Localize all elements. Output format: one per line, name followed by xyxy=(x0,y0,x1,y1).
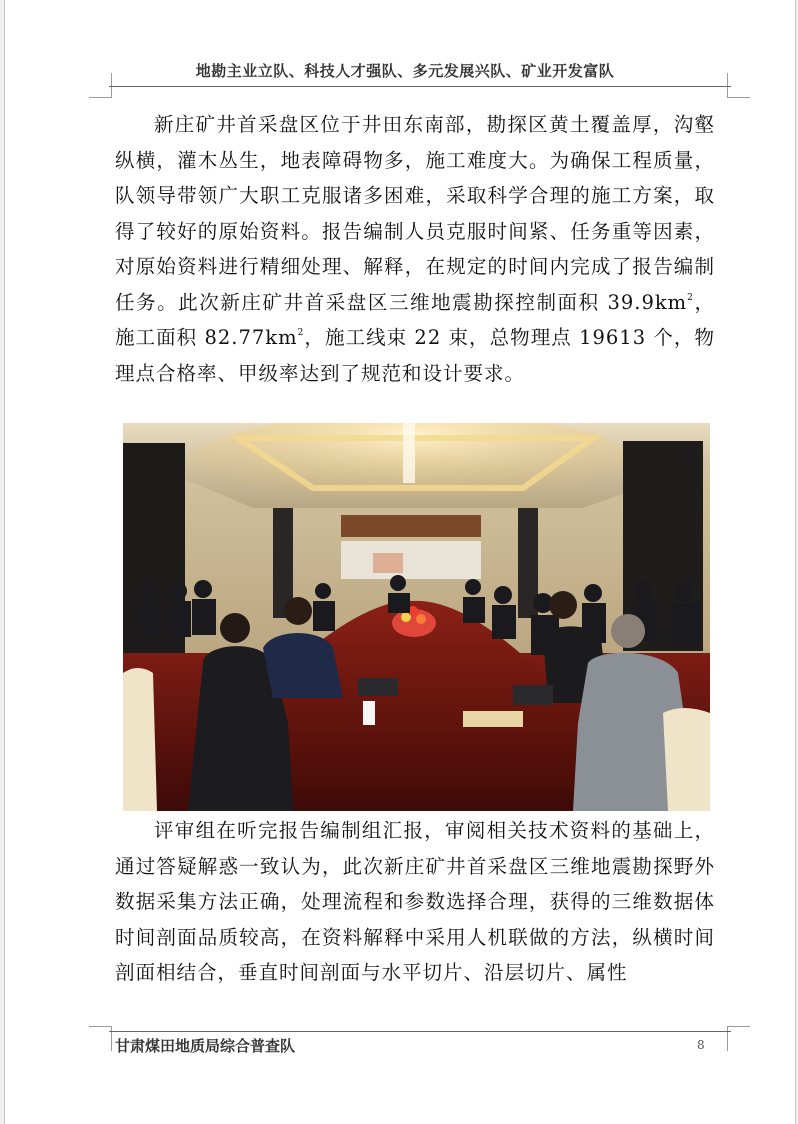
header-slogan: 地勘主业立队、科技人才强队、多元发展兴队、矿业开发富队 xyxy=(195,62,615,80)
paragraph-1 xyxy=(115,107,715,391)
paragraph-1-part-a: 新庄矿井首采盘区位于井田东南部，勘探区黄土覆盖厚，沟壑纵横，灌木丛生，地表障碍物多，施工难度大。为确保工程质量，队领导带领广大职工克服诸多困难，采取科学合理的施工方案，取得了较好的原始资料。报告编制人员克服时间紧、任务重等因素，对原始资料进行精细处理、解释，在规定的时间内完成了报告编制任务。此次新庄矿井首采盘区三维地震勘探控制面积 39.9km xyxy=(115,113,715,314)
superscript-2: 2 xyxy=(297,328,305,338)
paragraph-1-part-b: ，施工面积 82.77km xyxy=(115,290,715,349)
meeting-photo-illustration xyxy=(123,423,710,811)
footer-rule xyxy=(109,1031,731,1032)
footer-organization: 甘肃煤田地质局综合普查队 xyxy=(115,1037,296,1055)
paragraph-1-part-c: ，施工线束 22 束，总物理点 19613 个，物理点合格率、甲级率达到了规范和设计要求。 xyxy=(115,326,715,385)
crop-mark-bottom-right xyxy=(727,1026,750,1051)
page-number: 8 xyxy=(697,1038,705,1052)
superscript-1: 2 xyxy=(687,292,694,303)
meeting-photo xyxy=(123,423,710,811)
header-rule xyxy=(109,86,731,87)
document-page xyxy=(4,0,796,1124)
crop-mark-bottom-left xyxy=(89,1026,112,1051)
paragraph-2: 评审组在听完报告编制组汇报，审阅相关技术资料的基础上，通过答疑解惑一致认为，此次新庄矿井首采盘区三维地震勘探野外数据采集方法正确，处理流程和参数选择合理，获得的三维数据体时间剖面品质较高，在资料解释中采用人机联做的方法，纵横时间剖面相结合，垂直时间剖面与水平切片、沿层切片、属性 xyxy=(115,819,715,984)
